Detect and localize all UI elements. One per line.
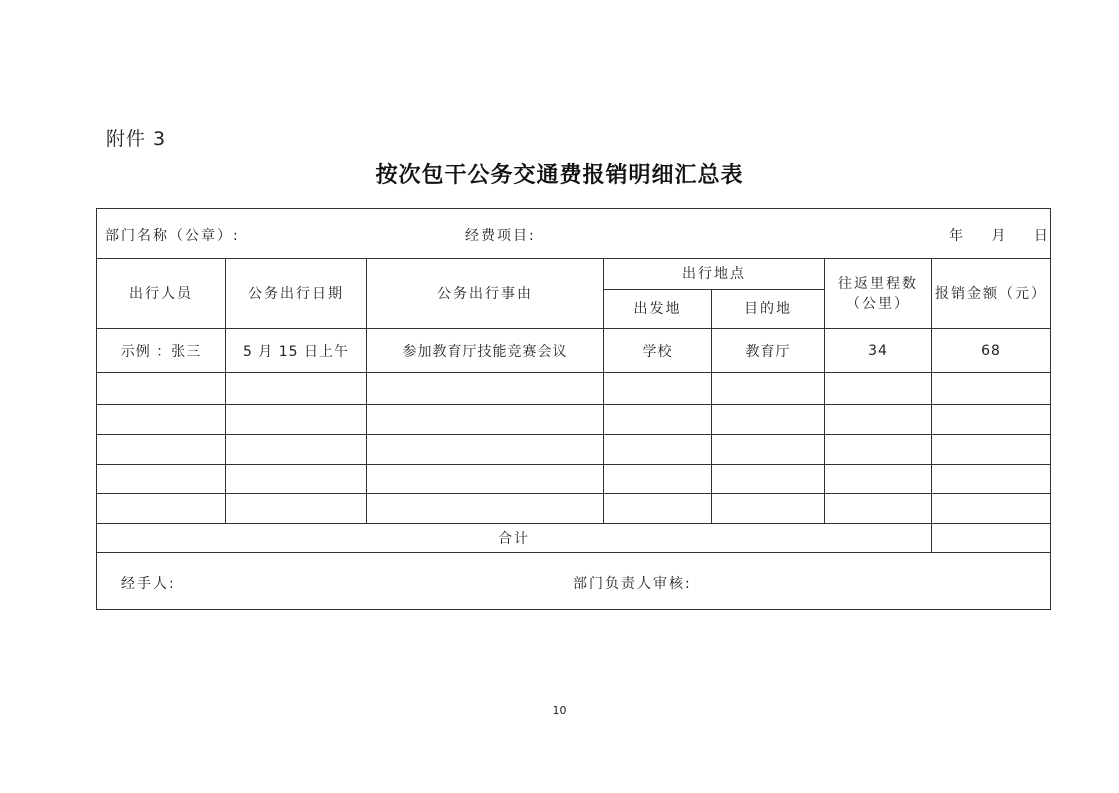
blank-cell[interactable] <box>97 405 226 435</box>
blank-cell[interactable] <box>604 373 712 405</box>
form-header-cell <box>97 209 1051 259</box>
page-number: 10 <box>552 704 567 717</box>
total-amount-cell[interactable] <box>932 524 1051 553</box>
blank-cell[interactable] <box>825 494 932 524</box>
project-label: 经费项目: <box>465 228 536 244</box>
total-row <box>97 524 1051 553</box>
blank-cell[interactable] <box>825 465 932 494</box>
form-title: 按次包干公务交通费报销明细汇总表 <box>375 162 744 188</box>
column-header-row-1 <box>97 259 1051 290</box>
blank-cell[interactable] <box>932 405 1051 435</box>
reviewer-label: 部门负责人审核: <box>573 576 692 592</box>
form-header-row <box>97 209 1051 259</box>
example-origin: 学校 <box>604 329 712 373</box>
example-reason: 参加教育厅技能竞赛会议 <box>367 329 604 373</box>
blank-cell[interactable] <box>932 465 1051 494</box>
col-header-traveler: 出行人员 <box>97 259 226 329</box>
blank-cell[interactable] <box>226 405 367 435</box>
col-header-amount: 报销金额（元） <box>932 259 1051 329</box>
example-destination: 教育厅 <box>712 329 825 373</box>
day-label: 日 <box>1033 228 1050 244</box>
example-date: 5 月 15 日上午 <box>226 329 367 373</box>
blank-cell[interactable] <box>712 373 825 405</box>
blank-cell[interactable] <box>825 435 932 465</box>
blank-cell[interactable] <box>97 373 226 405</box>
blank-cell[interactable] <box>226 465 367 494</box>
col-header-reason: 公务出行事由 <box>367 259 604 329</box>
blank-cell[interactable] <box>604 494 712 524</box>
blank-cell[interactable] <box>712 494 825 524</box>
example-amount: 68 <box>932 329 1051 373</box>
blank-cell[interactable] <box>604 405 712 435</box>
blank-cell[interactable] <box>367 405 604 435</box>
blank-cell[interactable] <box>932 494 1051 524</box>
blank-cell[interactable] <box>712 435 825 465</box>
blank-row <box>97 494 1051 524</box>
col-header-location: 出行地点 <box>604 259 825 290</box>
blank-cell[interactable] <box>367 465 604 494</box>
expense-summary-table <box>96 208 1051 610</box>
col-header-origin: 出发地 <box>604 290 712 329</box>
blank-cell[interactable] <box>712 465 825 494</box>
attachment-label: 附件 3 <box>106 128 167 150</box>
blank-cell[interactable] <box>604 465 712 494</box>
blank-cell[interactable] <box>825 405 932 435</box>
blank-cell[interactable] <box>367 494 604 524</box>
footer-cell <box>97 553 1051 610</box>
blank-cell[interactable] <box>226 373 367 405</box>
date-labels <box>949 225 1050 245</box>
footer-row <box>97 553 1051 610</box>
example-distance: 34 <box>825 329 932 373</box>
blank-cell[interactable] <box>226 435 367 465</box>
blank-cell[interactable] <box>604 435 712 465</box>
blank-cell[interactable] <box>226 494 367 524</box>
blank-cell[interactable] <box>712 405 825 435</box>
example-traveler: 示例 ：张三 <box>97 329 226 373</box>
handler-label: 经手人: <box>121 576 176 592</box>
col-header-destination: 目的地 <box>712 290 825 329</box>
blank-row <box>97 435 1051 465</box>
blank-cell[interactable] <box>97 494 226 524</box>
blank-row <box>97 373 1051 405</box>
col-header-date: 公务出行日期 <box>226 259 367 329</box>
total-label: 合计 <box>97 524 932 553</box>
blank-cell[interactable] <box>932 373 1051 405</box>
blank-cell[interactable] <box>97 465 226 494</box>
blank-cell[interactable] <box>825 373 932 405</box>
blank-row <box>97 465 1051 494</box>
blank-row <box>97 405 1051 435</box>
blank-cell[interactable] <box>97 435 226 465</box>
example-row <box>97 329 1051 373</box>
department-label: 部门名称（公章）: <box>105 228 240 244</box>
blank-cell[interactable] <box>932 435 1051 465</box>
month-label: 月 <box>991 228 1008 244</box>
col-header-distance: 往返里程数（公里） <box>825 259 932 329</box>
year-label: 年 <box>949 228 965 244</box>
blank-cell[interactable] <box>367 373 604 405</box>
blank-cell[interactable] <box>367 435 604 465</box>
